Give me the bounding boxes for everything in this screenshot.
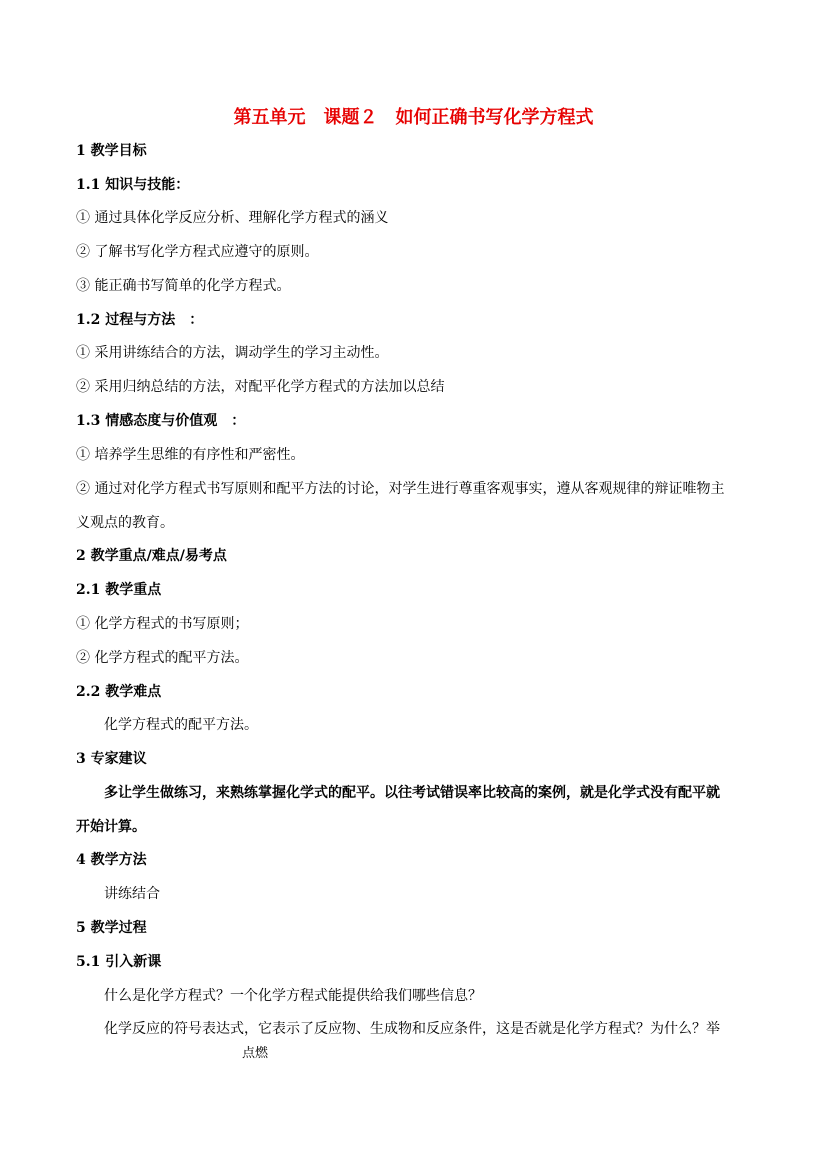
heading-5-1: 5.1 引入新课	[76, 954, 162, 970]
list-item: ③ 能正确书写简单的化学方程式。	[76, 278, 291, 294]
list-item: ② 采用归纳总结的方法，对配平化学方程式的方法加以总结	[76, 379, 445, 395]
heading-3: 3 专家建议	[76, 751, 147, 767]
paragraph: 化学方程式的配平方法。	[104, 717, 258, 733]
list-item-continuation: 义观点的教育。	[76, 515, 174, 531]
heading-1-2: 1.2 过程与方法 ：	[76, 312, 204, 328]
list-item: ① 通过具体化学反应分析、理解化学方程式的涵义	[76, 210, 389, 226]
heading-1-3: 1.3 情感态度与价值观 ：	[76, 413, 246, 429]
paragraph: 化学反应的符号表达式，它表示了反应物、生成物和反应条件，这是否就是化学方程式？为什么？举	[104, 1021, 720, 1037]
document-title: 第五单元 课题２ 如何正确书写化学方程式	[233, 107, 594, 128]
heading-2-1: 2.1 教学重点	[76, 582, 162, 598]
heading-2-2: 2.2 教学难点	[76, 684, 162, 700]
list-item: ② 通过对化学方程式书写原则和配平方法的讨论，对学生进行尊重客观事实，遵从客观规律的辩证唯物主	[76, 481, 725, 497]
heading-4: 4 教学方法	[76, 852, 147, 868]
list-item: ② 了解书写化学方程式应遵守的原则。	[76, 244, 319, 260]
list-item: ① 化学方程式的书写原则；	[76, 616, 249, 632]
paragraph: 讲练结合	[104, 886, 160, 902]
heading-1: 1 教学目标	[76, 143, 147, 159]
heading-1-1: 1.1 知识与技能：	[76, 177, 190, 193]
heading-5: 5 教学过程	[76, 920, 147, 936]
expert-advice-paragraph: 多让学生做练习，来熟练掌握化学式的配平。以往考试错误率比较高的案例，就是化学式没有配平就	[104, 785, 720, 801]
list-item: ① 采用讲练结合的方法，调动学生的学习主动性。	[76, 345, 389, 361]
paragraph: 什么是化学方程式？一个化学方程式能提供给我们哪些信息？	[104, 988, 482, 1004]
list-item: ① 培养学生思维的有序性和严密性。	[76, 447, 305, 463]
heading-2: 2 教学重点/难点/易考点	[76, 548, 227, 564]
expert-advice-continuation: 开始计算。	[76, 819, 146, 835]
list-item: ② 化学方程式的配平方法。	[76, 650, 249, 666]
reaction-condition-label: 点燃	[242, 1046, 269, 1061]
